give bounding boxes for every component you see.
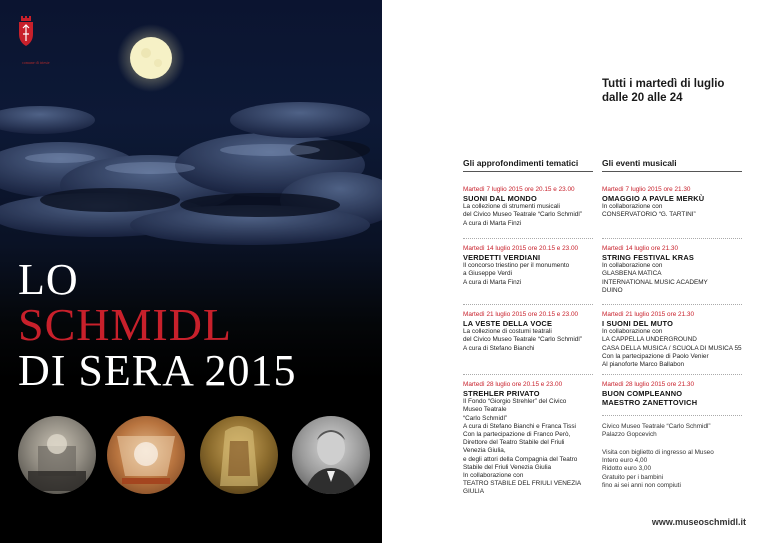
- event-title: OMAGGIO A PAVLE MERKÙ: [602, 194, 705, 204]
- ticket-line: Visita con biglietto di ingresso al Museo: [602, 449, 714, 456]
- column-rule-thematic: [463, 171, 593, 172]
- logo-caption: comune di trieste: [22, 60, 50, 65]
- separator: [602, 374, 742, 375]
- poster-image-panel: [0, 0, 382, 543]
- event-desc-line: A cura di Marta Finzi: [463, 278, 522, 286]
- event-desc-line: “Carlo Schmidl”: [463, 414, 508, 422]
- thematic-event-1: [463, 186, 595, 228]
- thumbnail-verdi-monument: [107, 416, 185, 494]
- poster-title-line-1: LO: [18, 255, 79, 304]
- event-desc-line: A cura di Stefano Bianchi e Franca Tissi: [463, 422, 576, 430]
- musical-event-1: [602, 186, 752, 220]
- event-desc-line: Venezia Giulia,: [463, 447, 506, 455]
- separator: [602, 304, 742, 305]
- event-title: STREHLER PRIVATO: [463, 389, 540, 399]
- subtitle-line-1: Tutti i martedì di luglio: [602, 78, 725, 90]
- event-title: SUONI DAL MONDO: [463, 194, 537, 204]
- event-desc-line: GIULIA: [463, 488, 484, 496]
- ticket-line: fino ai sei anni non compiuti: [602, 481, 681, 489]
- thumbnail-strehler-portrait: [292, 416, 370, 494]
- event-desc-line: In collaborazione con: [602, 328, 663, 336]
- event-desc-line: Con la partecipazione di Franco Però,: [463, 431, 571, 439]
- musical-event-2: [602, 245, 752, 295]
- thematic-event-2: [463, 245, 595, 287]
- event-date: Martedì 7 luglio 2015 ore 21.30: [602, 186, 691, 193]
- event-desc-line: Stabile del Friuli Venezia Giulia: [463, 463, 552, 471]
- event-date: Martedì 7 luglio 2015 ore 20.15 e 23.00: [463, 186, 575, 193]
- musical-event-3: [602, 311, 752, 369]
- moon: [130, 37, 172, 79]
- event-date: Martedì 28 luglio ore 20.15 e 23.00: [463, 381, 563, 388]
- event-desc-line: del Civico Museo Teatrale “Carlo Schmidl”: [463, 211, 582, 219]
- event-desc-line: Il Fondo “Giorgio Strehler” del Civico: [463, 398, 567, 406]
- event-desc-line: Direttore del Teatro Stabile del Friuli: [463, 439, 565, 447]
- separator: [602, 415, 742, 416]
- event-desc-line: e degli attori della Compagnia del Teatro: [463, 455, 578, 463]
- event-desc-line: Museo Teatrale: [463, 406, 507, 414]
- ticket-line: Gratuito per i bambini: [602, 473, 664, 481]
- event-date: Martedì 14 luglio 2015 ore 20.15 e 23.00: [463, 245, 579, 252]
- column-header-thematic: Gli approfondimenti tematici: [463, 158, 579, 168]
- event-date: Martedì 21 luglio 2015 ore 20.15 e 23.00: [463, 311, 579, 318]
- column-rule-musical: [602, 171, 742, 172]
- event-desc-line: In collaborazione con: [602, 203, 663, 211]
- thematic-event-3: [463, 311, 595, 353]
- event-date: Martedì 14 luglio ore 21.30: [602, 245, 679, 252]
- event-desc-line: Al pianoforte Marco Ballabon: [602, 361, 685, 369]
- event-title-line-2: MAESTRO ZANETTOVICH: [602, 398, 698, 408]
- event-desc-line: DUINO: [602, 286, 623, 294]
- venue-line-1: Civico Museo Teatrale “Carlo Schmidl”: [602, 423, 711, 430]
- thumbnail-instruments: [18, 416, 96, 494]
- ticket-line: Ridotto euro 3,00: [602, 465, 652, 473]
- event-desc-line: del Civico Museo Teatrale “Carlo Schmidl”: [463, 336, 582, 344]
- event-date: Martedì 21 luglio 2015 ore 21.30: [602, 311, 695, 318]
- event-date: Martedì 28 luglio 2015 ore 21.30: [602, 381, 695, 388]
- event-title: VERDETTI VERDIANI: [463, 253, 541, 263]
- separator: [463, 374, 593, 375]
- event-desc-line: In collaborazione con: [463, 472, 524, 480]
- event-desc-line: CASA DELLA MUSICA / SCUOLA DI MUSICA 55: [602, 344, 742, 352]
- event-desc-line: A cura di Marta Finzi: [463, 219, 522, 227]
- thematic-event-4: [463, 381, 595, 497]
- poster-title-line-3: DI SERA 2015: [18, 346, 297, 395]
- event-desc-line: In collaborazione con: [602, 262, 663, 270]
- subtitle-line-2: dalle 20 alle 24: [602, 92, 683, 104]
- event-desc-line: A cura di Stefano Bianchi: [463, 344, 535, 352]
- event-title: LA VESTE DELLA VOCE: [463, 319, 553, 329]
- schedule-subtitle: [602, 77, 762, 105]
- ticket-line: Intero euro 4,00: [602, 457, 648, 465]
- event-desc-line: a Giuseppe Verdi: [463, 270, 513, 278]
- separator: [463, 238, 593, 239]
- event-title: I SUONI DEL MUTO: [602, 319, 674, 329]
- website-url: www.museoschmidl.it: [651, 517, 746, 527]
- event-desc-line: CONSERVATORIO “G. TARTINI”: [602, 211, 696, 219]
- separator: [602, 238, 742, 239]
- column-header-musical: Gli eventi musicali: [602, 158, 677, 168]
- venue-info: [602, 423, 752, 439]
- thumbnail-costumes: [200, 416, 278, 494]
- event-desc-line: GLASBENA MATICA: [602, 270, 662, 278]
- event-desc-line: INTERNATIONAL MUSIC ACADEMY: [602, 278, 708, 286]
- trieste-coat-of-arms-logo: [18, 16, 34, 54]
- ticket-info: [602, 449, 752, 490]
- event-title: STRING FESTIVAL KRAS: [602, 253, 695, 263]
- event-desc-line: La collezione di costumi teatrali: [463, 328, 552, 336]
- event-title: BUON COMPLEANNO: [602, 389, 683, 399]
- event-desc-line: Con la partecipazione di Paolo Venier: [602, 352, 709, 360]
- musical-event-4: [602, 381, 752, 407]
- venue-line-2: Palazzo Gopcevich: [602, 431, 657, 439]
- event-desc-line: Il concorso triestino per il monumento: [463, 262, 570, 270]
- event-desc-line: TEATRO STABILE DEL FRIULI VENEZIA: [463, 480, 582, 488]
- event-desc-line: LA CAPPELLA UNDERGROUND: [602, 336, 697, 344]
- separator: [463, 304, 593, 305]
- poster-title-line-2: SCHMIDL: [18, 299, 233, 350]
- event-desc-line: La collezione di strumenti musicali: [463, 203, 560, 211]
